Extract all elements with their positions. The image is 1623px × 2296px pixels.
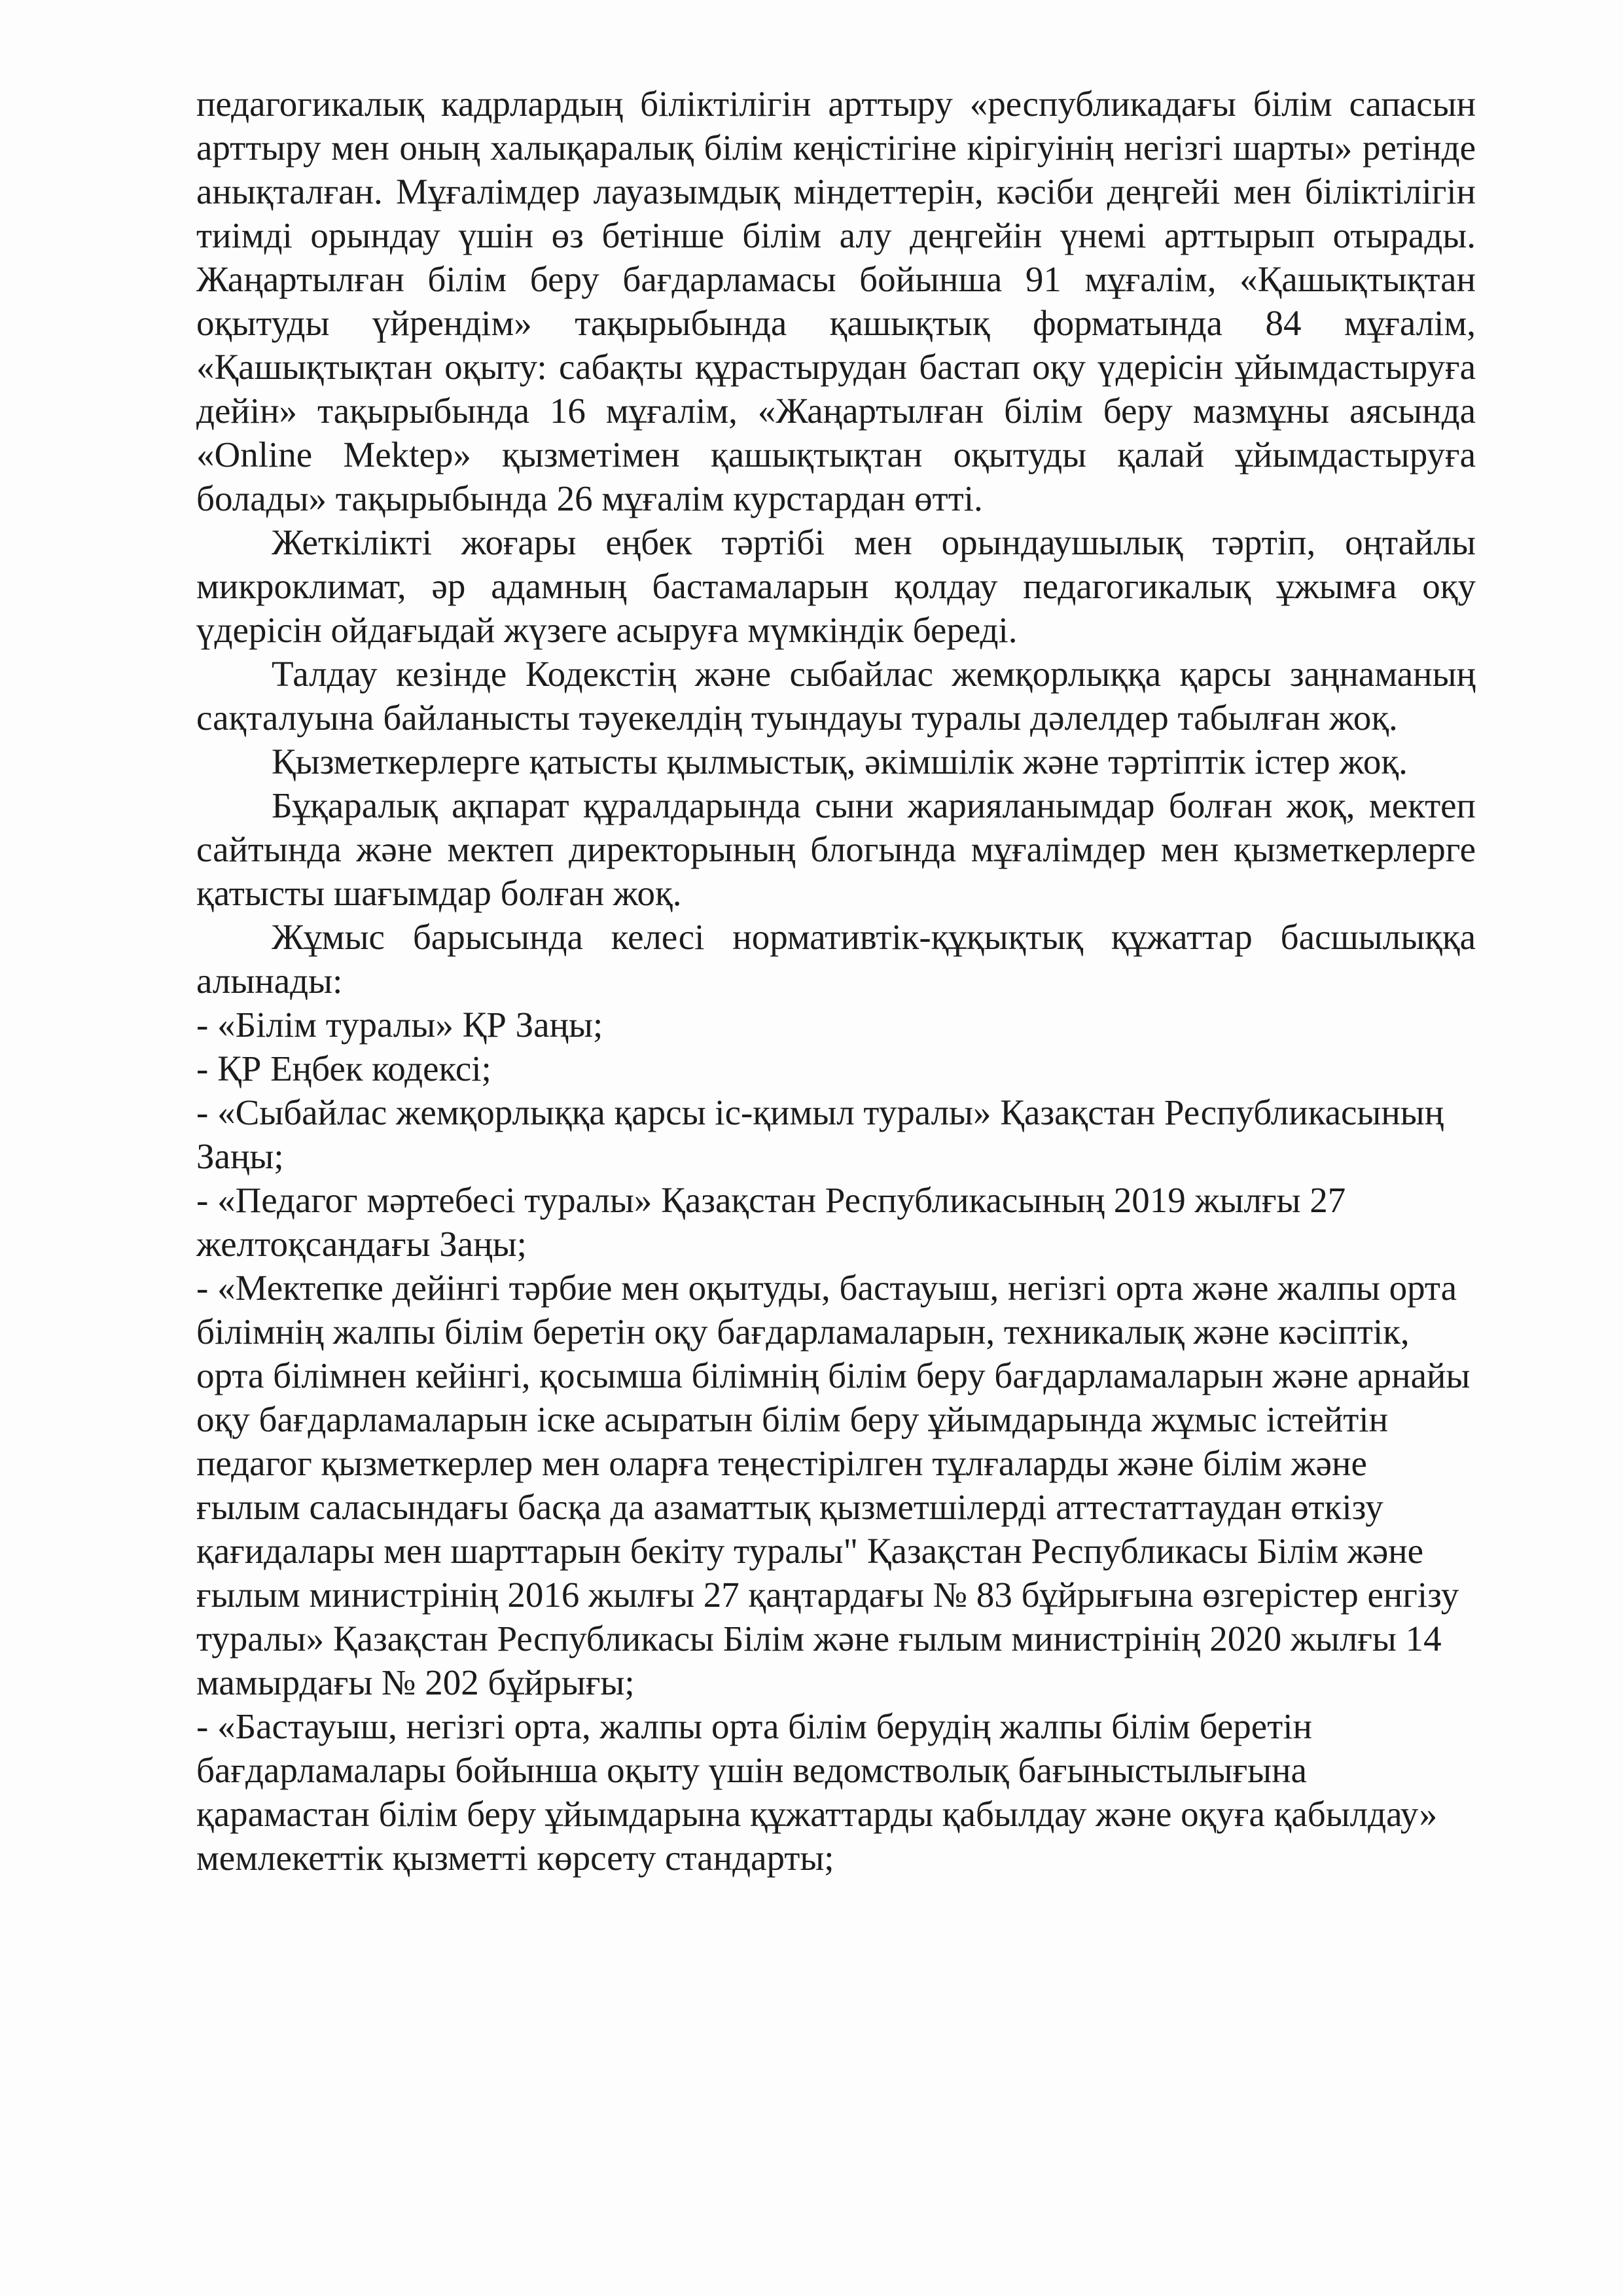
list-item: - «Білім туралы» ҚР Заңы;	[196, 1005, 603, 1045]
document-body	[196, 82, 1476, 1880]
paragraph-no-cases: Қызметкерлерге қатысты қылмыстық, әкімшілік және тәртіптік істер жоқ.	[272, 742, 1408, 781]
list-item: - «Мектепке дейінгі тәрбие мен оқытуды, бастауыш, негізгі орта және жалпы орта білімнің жалпы білім беретін оқу бағдарламаларын, техникалық және кәсіптік, орта білімнен кейінгі, қосымша білімнің білім беру бағдарламаларын және арнайы оқу бағдарламаларын іске асыратын білім беру ұйымдарында жұмыс істейтін педагог қызметкерлер мен оларға теңестірілген тұлғаларды және білім және ғылым саласындағы басқа да азаматтық қызметшілерді аттестаттаудан өткізу қағидалары мен шарттарын бекіту туралы" Қазақстан Республикасы Білім және ғылым министрінің 2016 жылғы 27 қаңтардағы № 83 бұйрығына өзгерістер енгізу туралы» Қазақстан Республикасы Білім және ғылым министрінің 2020 жылғы 14 мамырдағы № 202 бұйрығы;	[196, 1268, 1471, 1702]
list-item: - «Бастауыш, негізгі орта, жалпы орта білім берудің жалпы білім беретін бағдарламалары бойынша оқыту үшін ведомстволық бағыныстылығына қарамастан білім беру ұйымдарына құжаттарды қабылдау және оқуға қабылдау» мемлекеттік қызметті көрсету стандарты;	[196, 1706, 1438, 1878]
list-item: - «Сыбайлас жемқорлыққа қарсы іс-қимыл туралы» Қазақстан Республикасының Заңы;	[196, 1092, 1444, 1176]
list-item: - «Педагог мәртебесі туралы» Қазақстан Республикасының 2019 жылғы 27 желтоқсандағы Заңы;	[196, 1180, 1346, 1264]
paragraph-labor-discipline: Жеткілікті жоғары еңбек тәртібі мен орындаушылық тәртіп, оңтайлы микроклимат, әр адамның бастамаларын қолдау педагогикалық ұжымға оқу үдерісін ойдағыдай жүзеге асыруға мүмкіндік береді.	[196, 522, 1476, 650]
regulations-list	[196, 1003, 1476, 1880]
list-item: - ҚР Еңбек кодексі;	[196, 1049, 491, 1088]
paragraph-no-complaints: Бұқаралық ақпарат құралдарында сыни жарияланымдар болған жоқ, мектеп сайтында және мектеп директорының блогында мұғалімдер мен қызметкерлерге қатысты шағымдар болған жоқ.	[196, 785, 1476, 913]
paragraph-regulations-intro: Жұмыс барысында келесі нормативтік-құқықтық құжаттар басшылыққа алынады:	[196, 917, 1476, 1001]
paragraph-anticorruption-analysis: Талдау кезінде Кодекстің және сыбайлас жемқорлыққа қарсы заңнаманың сақталуына байланысты тәуекелдің туындауы туралы дәлелдер табылған жоқ.	[196, 654, 1476, 738]
paragraph-teacher-qualification: педагогикалық кадрлардың біліктілігін арттыру «республикадағы білім сапасын арттыру мен оның халықаралық білім кеңістігіне кірігуінің негізгі шарты» ретінде анықталған. Мұғалімдер лауазымдық міндеттерін, кәсіби деңгейі мен біліктілігін тиімді орындау үшін өз бетінше білім алу деңгейін үнемі арттырып отырады. Жаңартылған білім беру бағдарламасы бойынша 91 мұғалім, «Қашықтықтан оқытуды үйрендім» тақырыбында қашықтық форматында 84 мұғалім, «Қашықтықтан оқыту: сабақты құрастырудан бастап оқу үдерісін ұйымдастыруға дейін» тақырыбында 16 мұғалім, «Жаңартылған білім беру мазмұны аясында «Online Mektep» қызметімен қашықтықтан оқытуды қалай ұйымдастыруға болады» тақырыбында 26 мұғалім курстардан өтті.	[196, 84, 1476, 518]
